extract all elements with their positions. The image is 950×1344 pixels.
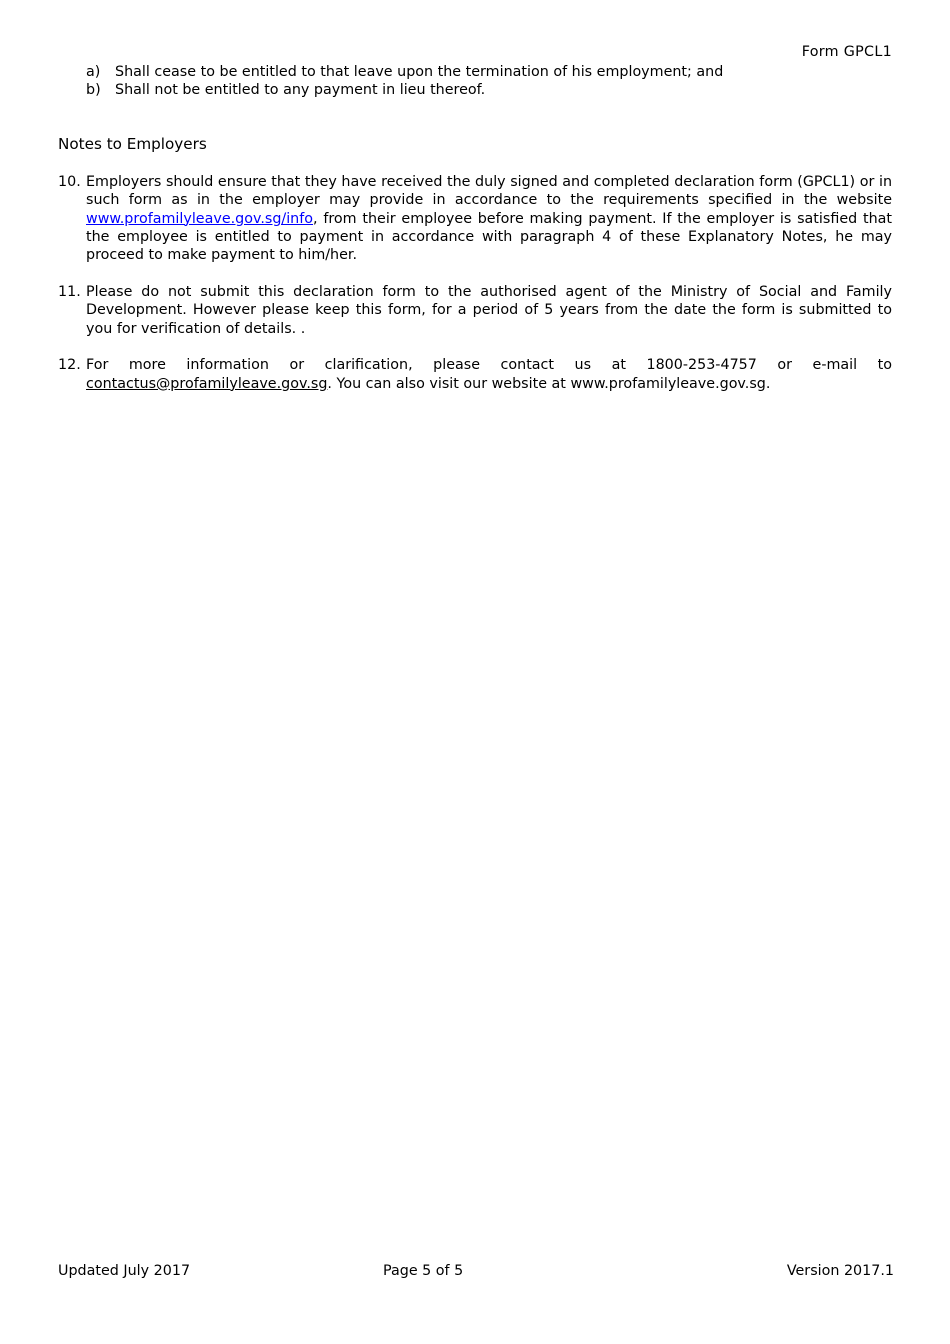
list-item-text: Shall cease to be entitled to that leave upon the termination of his employment; and bbox=[115, 64, 724, 80]
list-item bbox=[86, 63, 886, 81]
note-number: 10. bbox=[58, 174, 81, 190]
list-item-text: Shall not be entitled to any payment in lieu thereof. bbox=[115, 82, 486, 99]
footer-page-number: Page 5 of 5 bbox=[383, 1263, 464, 1279]
note-item bbox=[58, 283, 892, 338]
list-marker: b) bbox=[86, 82, 101, 99]
sub-list bbox=[86, 63, 886, 100]
list-marker: a) bbox=[86, 64, 101, 80]
note-text bbox=[86, 356, 892, 393]
notes-list bbox=[58, 173, 892, 411]
footer-updated: Updated July 2017 bbox=[58, 1263, 191, 1279]
website-link[interactable]: www.profamilyleave.gov.sg/info bbox=[86, 210, 314, 227]
note-text bbox=[86, 173, 892, 264]
note-text-part: . You can also visit our website at www.profamilyleave.gov.sg. bbox=[327, 375, 771, 392]
note-text-part: For more information or clarification, please contact us at 1800-253-4757 or e-mail to bbox=[86, 357, 892, 374]
list-item bbox=[86, 81, 886, 99]
form-code: Form GPCL1 bbox=[801, 44, 892, 60]
footer-version: Version 2017.1 bbox=[786, 1263, 894, 1279]
note-text-part: , from their employee before making payment. If the employer is satisfied that the employee is entitled to payment in accordance with paragraph 4 of these Explanatory Notes, he may proceed to make payment to him/her. bbox=[86, 210, 892, 264]
note-number: 11. bbox=[58, 283, 81, 300]
note-item bbox=[58, 356, 892, 393]
note-text: Please do not submit this declaration form to the authorised agent of the Ministry of Social and Family Development. However please keep this form, for a period of 5 years from the date the form is submitted to you for verification of details. . bbox=[86, 283, 892, 337]
note-item bbox=[58, 173, 892, 264]
note-number: 12. bbox=[58, 357, 81, 374]
section-heading: Notes to Employers bbox=[58, 135, 207, 153]
email-link[interactable]: contactus@profamilyleave.gov.sg bbox=[86, 375, 328, 392]
note-text-part: Employers should ensure that they have received the duly signed and completed declaration form (GPCL1) or in such form as in the employer may provide in accordance to the requirements specified in the website bbox=[86, 174, 892, 209]
